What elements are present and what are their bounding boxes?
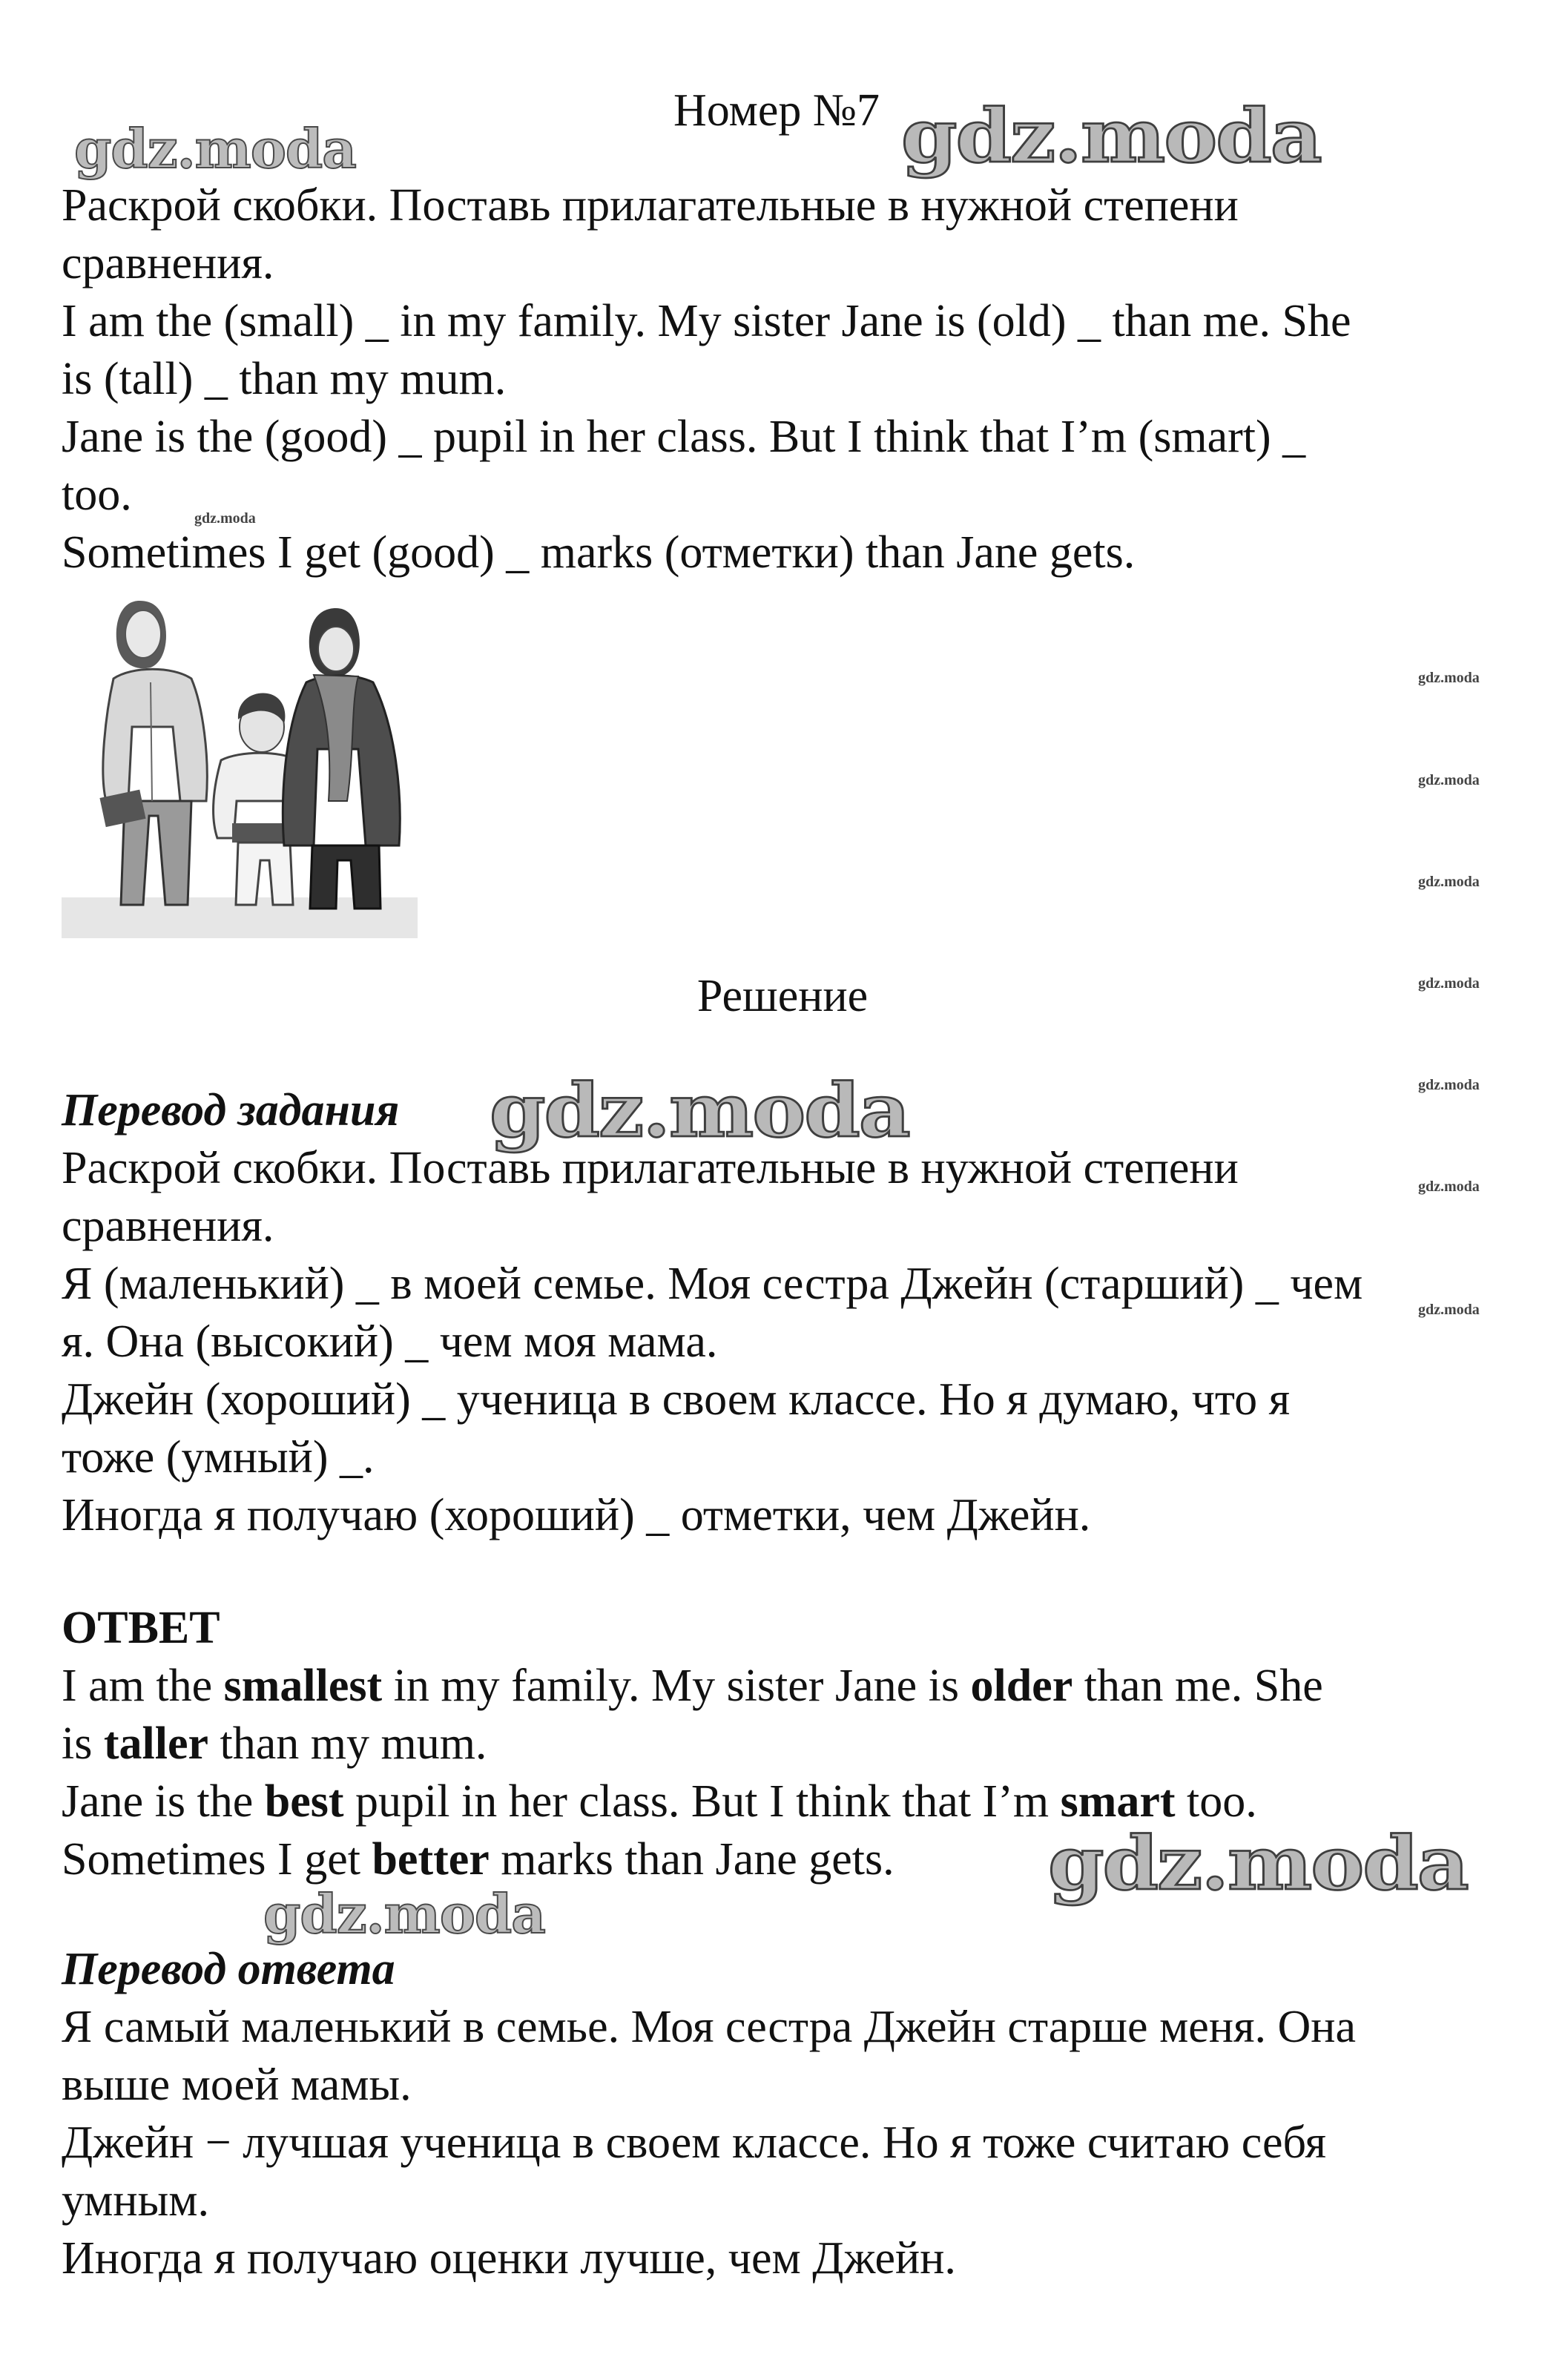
answer-heading: ОТВЕТ bbox=[62, 1603, 220, 1653]
watermark: gdz.moda bbox=[901, 93, 1321, 179]
translation-task-line: я. Она (высокий) _ чем моя мама. bbox=[62, 1316, 718, 1367]
translation-answer-heading: Перевод ответа bbox=[62, 1944, 395, 1994]
translation-answer-line: Джейн − лучшая ученица в своем классе. Но я тоже считаю себя bbox=[62, 2117, 1327, 2168]
watermark: gdz.moda bbox=[194, 510, 256, 527]
watermark: gdz.moda bbox=[1418, 772, 1480, 788]
translation-task-line: Я (маленький) _ в моей семье. Моя сестра Джейн (старший) _ чем bbox=[62, 1259, 1363, 1309]
translation-task-line: Раскрой скобки. Поставь прилагательные в нужной степени bbox=[62, 1143, 1239, 1193]
translation-answer-line: выше моей мамы. bbox=[62, 2060, 412, 2110]
task-sentence-line: Sometimes I get (good) _ marks (отметки) than Jane gets. bbox=[62, 527, 1136, 578]
task-instruction-line: сравнения. bbox=[62, 238, 274, 289]
watermark: gdz.moda bbox=[74, 117, 356, 180]
page-title: Номер №7 bbox=[673, 85, 880, 136]
translation-task-line: сравнения. bbox=[62, 1201, 274, 1251]
watermark: gdz.moda bbox=[1418, 1077, 1480, 1093]
translation-answer-line: умным. bbox=[62, 2175, 209, 2226]
translation-answer-line: Я самый маленький в семье. Моя сестра Джейн старше меня. Она bbox=[62, 2002, 1356, 2052]
answer-line: is taller than my mum. bbox=[62, 1718, 487, 1769]
translation-task-line: Иногда я получаю (хороший) _ отметки, чем Джейн. bbox=[62, 1490, 1091, 1540]
watermark: gdz.moda bbox=[263, 1882, 545, 1945]
watermark: gdz.moda bbox=[1418, 670, 1480, 686]
task-sentence-line: Jane is the (good) _ pupil in her class. But I think that I’m (smart) _ bbox=[62, 412, 1306, 462]
translation-task-line: тоже (умный) _. bbox=[62, 1432, 375, 1483]
watermark: gdz.moda bbox=[1048, 1821, 1468, 1907]
family-illustration bbox=[62, 578, 418, 938]
watermark: gdz.moda bbox=[1418, 975, 1480, 992]
translation-task-heading: Перевод задания bbox=[62, 1085, 400, 1135]
watermark: gdz.moda bbox=[490, 1068, 909, 1154]
task-sentence-line: is (tall) _ than my mum. bbox=[62, 354, 507, 404]
translation-task-line: Джейн (хороший) _ ученица в своем классе. Но я думаю, что я bbox=[62, 1374, 1291, 1425]
answer-line: I am the smallest in my family. My sister Jane is older than me. She bbox=[62, 1661, 1323, 1711]
task-instruction-line: Раскрой скобки. Поставь прилагательные в нужной степени bbox=[62, 180, 1239, 231]
answer-line: Sometimes I get better marks than Jane gets. bbox=[62, 1834, 894, 1885]
watermark: gdz.moda bbox=[1418, 874, 1480, 890]
translation-answer-line: Иногда я получаю оценки лучше, чем Джейн. bbox=[62, 2233, 956, 2284]
watermark: gdz.moda bbox=[1418, 1179, 1480, 1195]
task-sentence-line: too. bbox=[62, 469, 132, 520]
watermark: gdz.moda bbox=[1418, 1302, 1480, 1318]
answer-line: Jane is the best pupil in her class. But I think that I’m smart too. bbox=[62, 1776, 1257, 1827]
solution-heading: Решение bbox=[696, 971, 869, 1021]
task-sentence-line: I am the (small) _ in my family. My sister Jane is (old) _ than me. She bbox=[62, 296, 1351, 346]
